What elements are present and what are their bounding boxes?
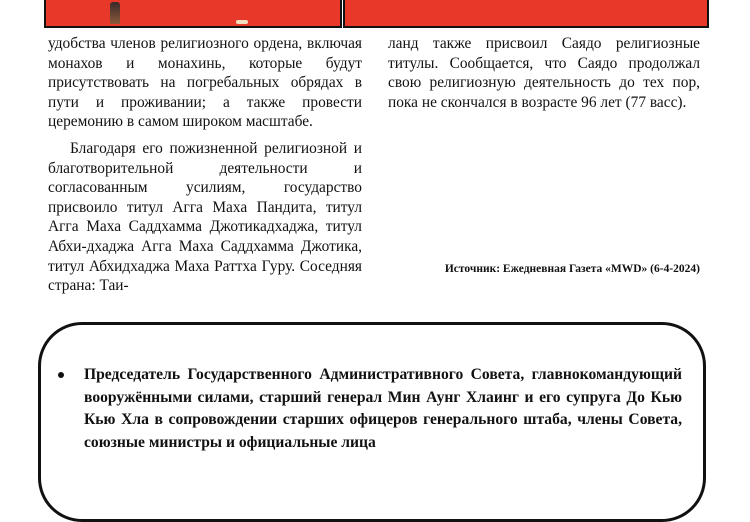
article-column-left <box>48 34 362 296</box>
shoe-shape <box>236 20 248 24</box>
article-paragraph: ланд также присвоил Саядо религиозные титулы. Сообщается, что Саядо продолжал свою религиозную деятельность до тех пор, пока не скончался в возрасте 96 лет (77 васс). <box>388 35 700 111</box>
photo-right <box>343 0 709 28</box>
person-figure <box>110 2 120 24</box>
article-column-right <box>388 34 700 112</box>
article-paragraph: удобства членов религиозного ордена, включая монахов и монахинь, которые будут присутствовать на погребальных обрядах в пути и проживании; а также провести церемонию в самом широком масштабе. <box>48 35 362 131</box>
box-bullet-text: Председатель Государственного Административного Совета, главнокомандующий вооружёнными силами, старший генерал Мин Аунг Хлаинг и его супруга До Кью Кью Хла в сопровождении старших офицеров генерального штаба, члены Совета, союзные министры и официальные лица <box>84 366 682 451</box>
bullet-icon <box>58 372 64 378</box>
article-paragraph: Благодаря его пожизненной религиозной и благотворительной деятельности и согласованным усилиям, государство присвоило титул Агга Маха Пандита, титул Агга Маха Саддхамма Джотикадхаджа, титул Абхи-дхаджа Агга Маха Саддхамма Джотика, титул Абхидхаджа Маха Раттха Гуру. Соседняя страна: Таи- <box>48 139 362 295</box>
article-source: Источник: Ежедневная Газета «MWD» (6-4-2024) <box>444 263 700 275</box>
photo-left <box>44 0 342 28</box>
